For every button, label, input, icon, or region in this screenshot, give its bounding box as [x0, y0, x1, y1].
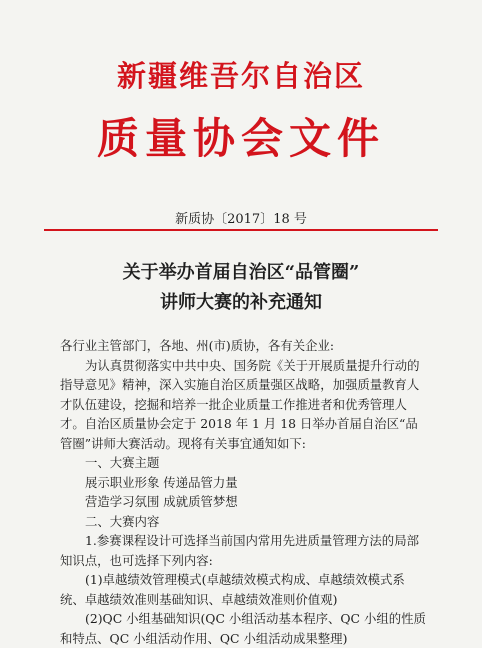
title-line-1: 关于举办首届自治区“品管圈” [122, 262, 360, 283]
notice-title [0, 258, 482, 318]
salutation: 各行业主管部门，各地、州(市)质协，各有关企业: [60, 338, 335, 353]
issuer-header: 新疆维吾尔自治区 [116, 59, 365, 93]
item-1: 1.参赛课程设计可选择当前国内常用先进质量管理方法的局部知识点，也可选择下列内容: [60, 533, 419, 568]
item-1-1: (1)卓越绩效管理模式(卓越绩效模式构成、卓越绩效模式系统、卓越绩效准则基础知识、卓越绩效准则价值观) [60, 572, 405, 607]
document-number: 新质协〔2017〕18 号 [175, 212, 307, 227]
section-2-heading: 二、大赛内容 [85, 513, 160, 529]
theme-line-2: 营造学习氛围 成就质管梦想 [85, 494, 238, 509]
item-1-2: (2)QC 小组基础知识(QC 小组活动基本程序、QC 小组的性质和特点、QC 小组活动作用、QC 小组活动成果整理) [60, 611, 426, 646]
document-type-header: 质量协会文件 [96, 114, 385, 163]
title-line-2: 讲师大赛的补充通知 [160, 292, 322, 313]
red-divider [44, 229, 438, 231]
notice-body [60, 336, 426, 648]
section-1-heading: 一、大赛主题 [85, 455, 160, 470]
intro-paragraph: 为认真贯彻落实中共中央、国务院《关于开展质量提升行动的指导意见》精神，深入实施自治区质量强区战略，加强质量教育人才队伍建设，挖掘和培养一批企业质量工作推进者和优秀管理人才。自治区质量协会定于 2018 年 1 月 18 日举办首届自治区“品管圈”讲师大赛活动。现将有关事宜通知如下: [60, 357, 420, 451]
theme-line-1: 展示职业形象 传递品管力量 [85, 474, 238, 490]
